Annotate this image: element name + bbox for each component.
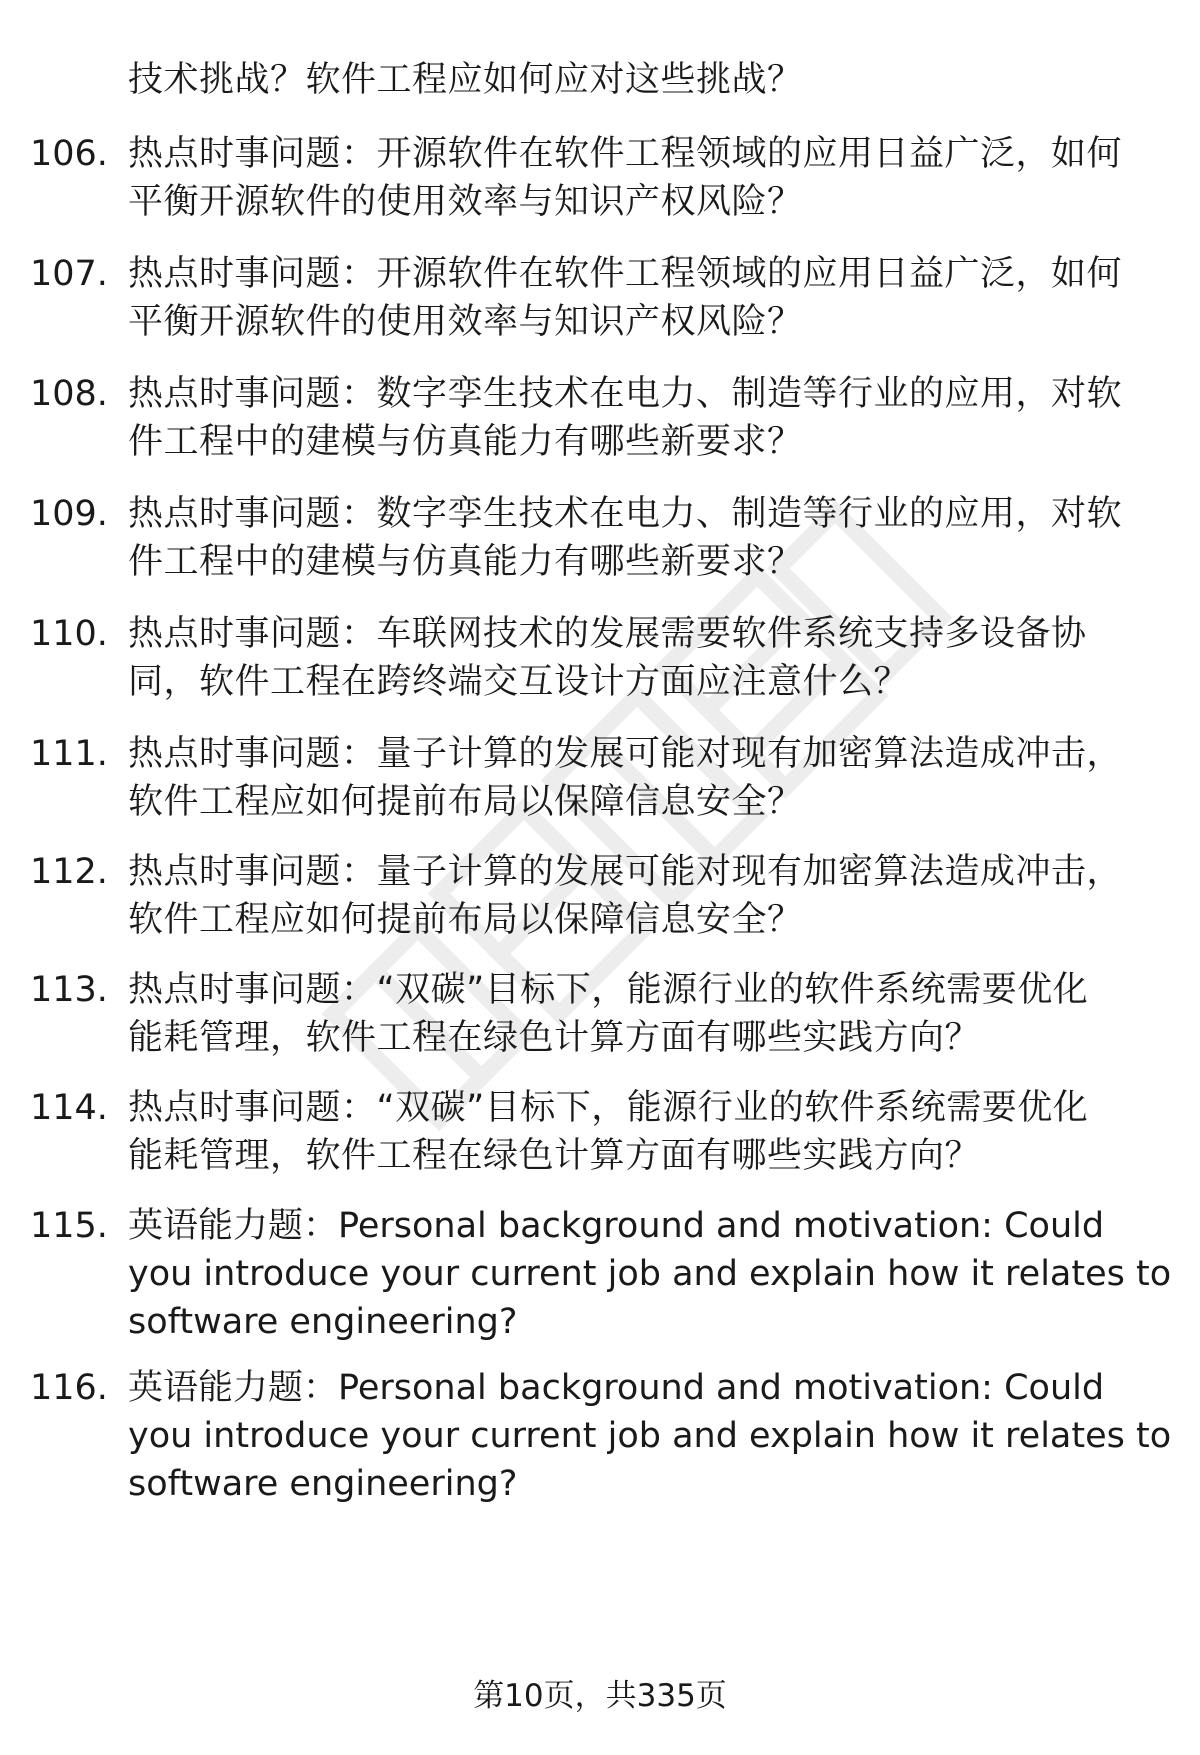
question-text-line: 能耗管理，软件工程在绿色计算方面有哪些实践方向？ — [128, 1018, 981, 1058]
question-number: 109. — [30, 494, 108, 534]
question-number: 115. — [30, 1206, 108, 1246]
question-text-line: 平衡开源软件的使用效率与知识产权风险？ — [128, 302, 803, 342]
question-text-line: 热点时事问题：“双碳”目标下，能源行业的软件系统需要优化 — [128, 970, 1089, 1010]
question-text — [128, 250, 1168, 346]
question-text-line: 软件工程应如何提前布局以保障信息安全？ — [128, 900, 803, 940]
question-text-line: software engineering? — [128, 1302, 518, 1342]
question-text-line: you introduce your current job and explain how it relates to — [128, 1416, 1172, 1456]
question-number: 112. — [30, 852, 108, 892]
question-text-line: 英语能力题：Personal background and motivation: Could — [128, 1206, 1105, 1246]
question-item — [30, 1084, 1180, 1180]
question-item — [30, 1364, 1180, 1508]
question-number: 116. — [30, 1368, 108, 1408]
question-text-line: 软件工程应如何提前布局以保障信息安全？ — [128, 782, 803, 822]
question-text-line: 平衡开源软件的使用效率与知识产权风险？ — [128, 182, 803, 222]
question-text — [128, 130, 1168, 226]
question-item — [30, 730, 1180, 826]
continued-question-text: 技术挑战？软件工程应如何应对这些挑战？ — [128, 60, 803, 100]
question-text-line: 英语能力题：Personal background and motivation: Could — [128, 1368, 1105, 1408]
question-text — [128, 848, 1168, 944]
question-text-line: you introduce your current job and explain how it relates to — [128, 1254, 1172, 1294]
question-text — [128, 610, 1168, 706]
question-text — [128, 730, 1168, 826]
question-text-line: 件工程中的建模与仿真能力有哪些新要求？ — [128, 422, 803, 462]
question-text — [128, 1202, 1172, 1346]
question-text — [128, 490, 1168, 586]
question-number: 113. — [30, 970, 108, 1010]
question-item — [30, 966, 1180, 1062]
question-item — [30, 250, 1180, 346]
page-number-footer: 第10页，共335页 — [473, 1678, 727, 1714]
question-item — [30, 130, 1180, 226]
question-text-line: 同，软件工程在跨终端交互设计方面应注意什么？ — [128, 662, 910, 702]
question-item — [30, 490, 1180, 586]
question-number: 107. — [30, 254, 108, 294]
question-text-line: 热点时事问题：“双碳”目标下，能源行业的软件系统需要优化 — [128, 1088, 1089, 1128]
question-text-line: 热点时事问题：开源软件在软件工程领域的应用日益广泛，如何 — [128, 134, 1123, 174]
question-number: 108. — [30, 374, 108, 414]
question-text-line: 热点时事问题：数字孪生技术在电力、制造等行业的应用，对软 — [128, 494, 1123, 534]
question-text-line: 热点时事问题：车联网技术的发展需要软件系统支持多设备协 — [128, 614, 1087, 654]
question-text — [128, 1084, 1168, 1180]
question-item — [30, 370, 1180, 466]
question-item — [30, 848, 1180, 944]
question-number: 114. — [30, 1088, 108, 1128]
question-text — [128, 1364, 1172, 1508]
question-text-line: 热点时事问题：开源软件在软件工程领域的应用日益广泛，如何 — [128, 254, 1123, 294]
question-text — [128, 370, 1168, 466]
question-number: 106. — [30, 134, 108, 174]
question-text-line: 热点时事问题：量子计算的发展可能对现有加密算法造成冲击， — [128, 734, 1123, 774]
question-text-line: 能耗管理，软件工程在绿色计算方面有哪些实践方向？ — [128, 1136, 981, 1176]
question-text-line: 热点时事问题：量子计算的发展可能对现有加密算法造成冲击， — [128, 852, 1123, 892]
question-item — [30, 610, 1180, 706]
question-item — [30, 1202, 1180, 1346]
question-number: 110. — [30, 614, 108, 654]
question-text — [128, 966, 1168, 1062]
question-text-line: 热点时事问题：数字孪生技术在电力、制造等行业的应用，对软 — [128, 374, 1123, 414]
question-text-line: software engineering? — [128, 1464, 518, 1504]
question-text-line: 件工程中的建模与仿真能力有哪些新要求？ — [128, 542, 803, 582]
question-number: 111. — [30, 734, 108, 774]
